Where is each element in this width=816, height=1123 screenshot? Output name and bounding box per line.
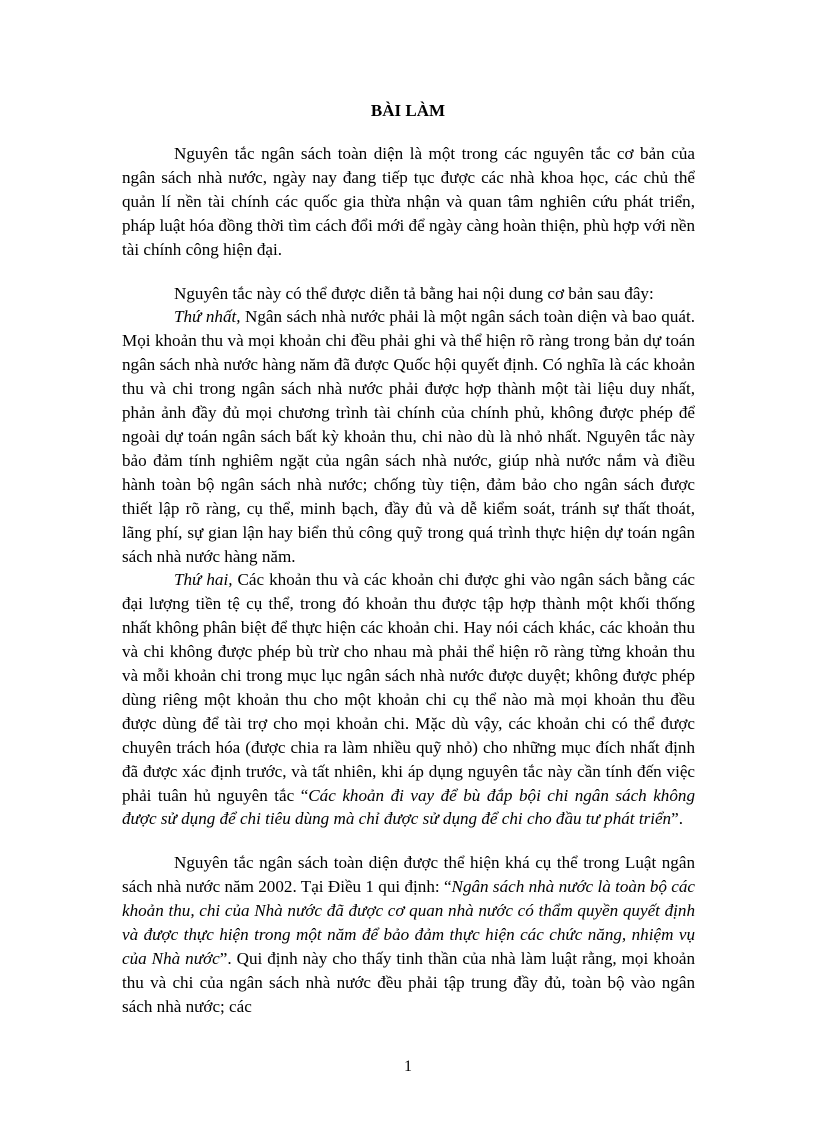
law-quote: Ngân sách nhà nước là toàn bộ các khoản thu, chi của Nhà nước đã được cơ quan nhà nước có thẩm quyền quyết định và được thực hiện trong một năm để bảo đảm thực hiện các chức năng, nhiệm vụ của Nhà nước	[122, 877, 695, 968]
paragraph-overview: Nguyên tắc này có thể được diễn tả bằng hai nội dung cơ bản sau đây:	[174, 283, 654, 303]
paragraph-intro: Nguyên tắc ngân sách toàn diện là một trong các nguyên tắc cơ bản của ngân sách nhà nước, ngày nay đang tiếp tục được các nhà khoa học, các chủ thể quản lí nền tài chính các quốc gia thừa nhận và quan tâm nghiên cứu phát triển, pháp luật hóa đồng thời tìm cách đổi mới để ngày càng hoàn thiện, phù hợp với nền tài chính công hiện đại.	[122, 144, 695, 259]
second-point-end: ”.	[671, 809, 683, 829]
law-end: ”. Qui định này cho thấy tinh thần của nhà làm luật rằng, mọi khoản thu và chi của ngân sách nhà nước đều phải tập trung đầy đủ, toàn bộ vào ngân sách nhà nước; các	[122, 949, 695, 1016]
second-point-lead: Thứ hai,	[174, 570, 233, 590]
document-title: BÀI LÀM	[370, 101, 446, 120]
page-number: 1	[404, 1058, 412, 1075]
first-point-text: Ngân sách nhà nước phải là một ngân sách toàn diện và bao quát. Mọi khoản thu và mọi khoản chi đều phải ghi và thể hiện rõ ràng trong bản dự toán ngân sách nhà nước hàng năm đã được Quốc hội quyết định. Có nghĩa là các khoản thu và chi trong ngân sách nhà nước phải được hợp thành một tài liệu duy nhất, phản ảnh đầy đủ mọi chương trình tài chính của chính phủ, không được phép để ngoài dự toán ngân sách bất kỳ khoản thu, chi nào dù là nhỏ nhất. Nguyên tắc này bảo đảm tính nghiêm ngặt của ngân sách nhà nước, giúp nhà nước nắm và điều hành toàn bộ ngân sách nhà nước; chống tùy tiện, đảm bảo cho ngân sách được thiết lập rõ ràng, cụ thể, minh bạch, đầy đủ và dễ kiểm soát, tránh sự thất thoát, lãng phí, sự gian lận hay biển thủ công quỹ trong quá trình thực hiện dự toán ngân sách nhà nước hàng năm.	[122, 307, 695, 566]
second-point-quote: Các khoản đi vay để bù đắp bội chi ngân sách không được sử dụng để chi tiêu dùng mà chỉ được sử dụng để chi cho đầu tư phát triển	[122, 785, 695, 829]
paragraph-second-point	[122, 568, 695, 831]
paragraph-law	[122, 851, 695, 1018]
second-point-text: Các khoản thu và các khoản chi được ghi vào ngân sách bằng các đại lượng tiền tệ cụ thể, trong đó khoản thu được tập hợp thành một khối thống nhất không phân biệt để thực hiện các khoản chi. Hay nói cách khác, các khoản thu và chi không được phép bù trừ cho nhau mà phải thể hiện rõ ràng từng khoản thu và mỗi khoản chi trong mục lục ngân sách nhà nước được duyệt; không được phép dùng riêng một khoản thu cho một khoản chi cụ thể nào mà mọi khoản thu đều được dùng để tài trợ cho mọi khoản chi. Mặc dù vậy, các khoản chi có thể được chuyên trách hóa (được chia ra làm nhiều quỹ nhỏ) cho những mục đích nhất định đã được xác định trước, và tất nhiên, khi áp dụng nguyên tắc này cần tính đến việc phải tuân hủ nguyên tắc “	[122, 570, 695, 805]
paragraph-first-point	[122, 305, 695, 568]
law-text: Nguyên tắc ngân sách toàn diện được thể hiện khá cụ thể trong Luật ngân sách nhà nước năm 2002. Tại Điều 1 qui định: “	[122, 853, 695, 897]
document-body	[122, 142, 695, 1019]
first-point-lead: Thứ nhất,	[174, 307, 241, 327]
